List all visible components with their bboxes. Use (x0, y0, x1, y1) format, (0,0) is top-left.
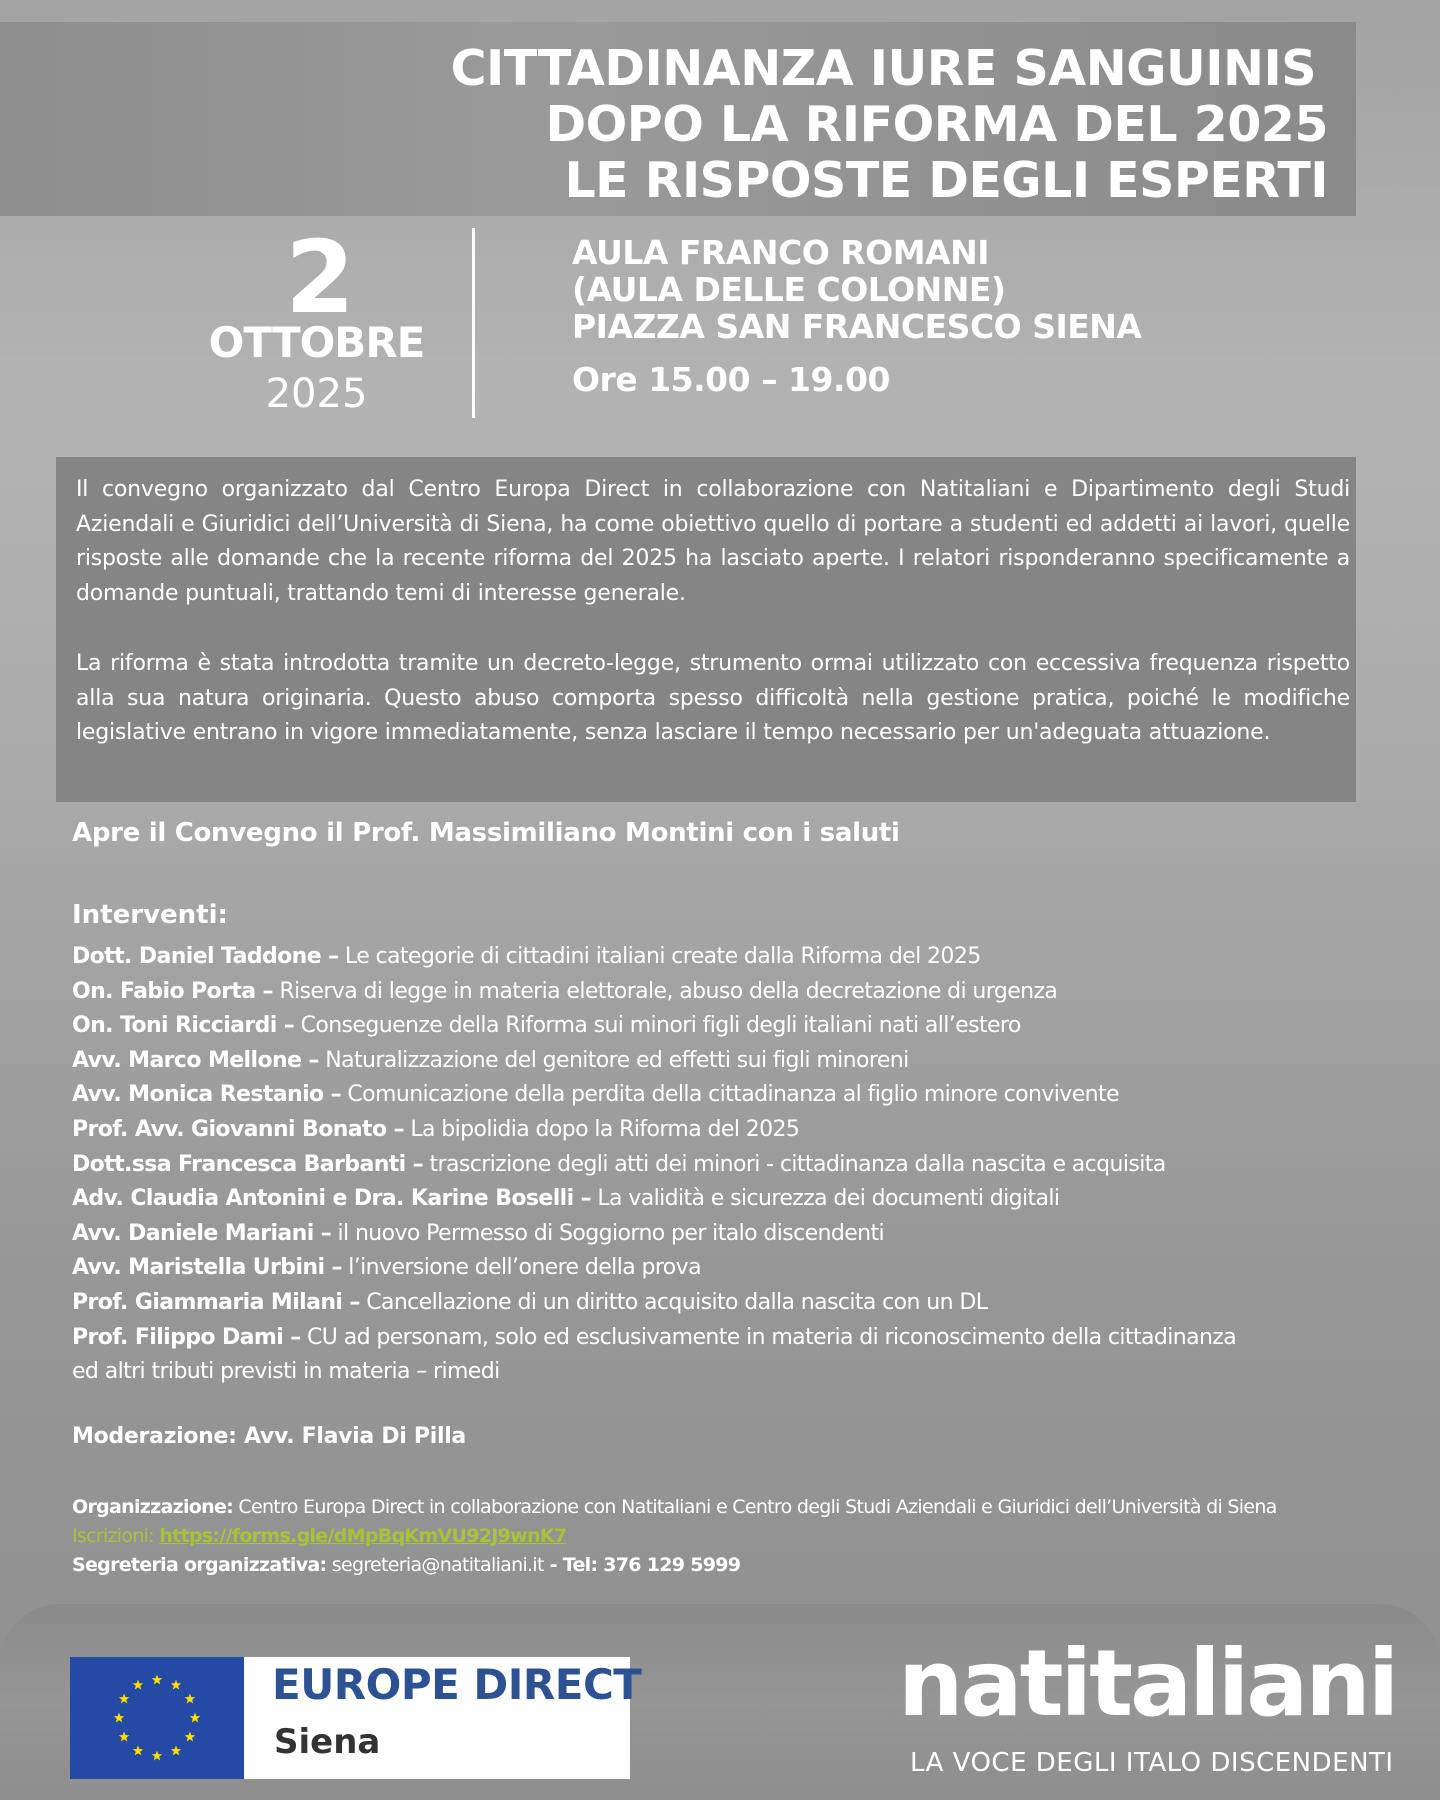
eu-star-icon (152, 1751, 162, 1761)
opening-remarks: Apre il Convegno il Prof. Massimiliano Montini con i saluti (72, 818, 900, 848)
speaker-item (72, 940, 1372, 975)
event-month: OTTOBRE (208, 318, 425, 367)
eu-star-icon (152, 1675, 162, 1685)
speakers-heading: Interventi: (72, 900, 228, 930)
speaker-topic: l’inversione dell’onere della prova (341, 1255, 701, 1281)
title-line-3: LE RISPOSTE DEGLI ESPERTI (564, 152, 1328, 209)
secretariat-email[interactable]: segreteria@natitaliani.it (326, 1554, 544, 1576)
description-paragraph-1: Il convegno organizzato dal Centro Europa Direct in collaborazione con Natitaliani e Dipartimento degli Studi Aziendali e Giuridici dell’Università di Siena, ha come obiettivo quello di portare a studenti ed addetti ai lavori, quelle risposte alle domande che la recente riforma del 2025 ha lasciato aperte. I relatori risponderanno specificamente a domande puntuali, trattando temi di interesse generale. (76, 477, 1350, 606)
speaker-item (72, 1251, 1372, 1286)
secretariat-label: Segreteria organizzativa: (72, 1554, 327, 1576)
eu-star-icon (171, 1745, 181, 1755)
speaker-item (72, 1321, 1372, 1356)
venue-line: (AULA DELLE COLONNE) (572, 270, 1006, 309)
speaker-topic: Cancellazione di un diritto acquisito dalla nascita con un DL (359, 1289, 988, 1315)
speakers-list (72, 940, 1372, 1390)
eu-stars-flag-icon (70, 1657, 244, 1779)
footer-info (72, 1493, 1392, 1580)
speaker-name: Adv. Claudia Antonini e Dra. Karine Boselli – (72, 1186, 591, 1212)
description-paragraph-2: La riforma è stata introdotta tramite un decreto-legge, strumento ormai utilizzato con eccessiva frequenza rispetto alla sua natura originaria. Questo abuso comporta spesso difficoltà nella gestione pratica, poiché le modifiche legislative entrano in vigore immediatamente, senza lasciare il tempo necessario per un'adeguata attuazione. (76, 651, 1350, 745)
separator: - (543, 1554, 563, 1576)
speaker-name: Dott.ssa Francesca Barbanti – (72, 1151, 424, 1177)
natitaliani-logo: natitaliani (898, 1630, 1397, 1737)
speaker-topic: Naturalizzazione del genitore ed effetti sui figli minoreni (318, 1047, 909, 1073)
speaker-name: Avv. Marco Mellone – (72, 1047, 319, 1073)
speaker-name: On. Fabio Porta – (72, 978, 273, 1004)
speaker-topic: trascrizione degli atti dei minori - cittadinanza dalla nascita e acquisita (423, 1151, 1166, 1177)
speaker-item (72, 1286, 1372, 1321)
organization-label: Organizzazione: (72, 1496, 234, 1518)
eu-stars-svg (70, 1657, 244, 1779)
speaker-topic: Le categorie di cittadini italiani create dalla Riforma del 2025 (338, 944, 981, 969)
registration-link[interactable]: https://forms.gle/dMpBqKmVU92J9wnK7 (159, 1525, 567, 1547)
date-venue-divider (472, 228, 475, 418)
registration-label: Iscrizioni: (72, 1525, 160, 1547)
speaker-item (72, 1217, 1372, 1252)
speaker-item (72, 1182, 1372, 1217)
speaker-item (72, 1044, 1372, 1079)
speaker-name: Prof. Giammaria Milani – (72, 1289, 360, 1315)
speaker-name: On. Toni Ricciardi – (72, 1013, 295, 1039)
eu-star-icon (185, 1732, 195, 1742)
europe-direct-subtitle: Siena (274, 1722, 381, 1762)
venue-address (572, 234, 1141, 345)
eu-star-icon (133, 1745, 143, 1755)
speaker-item-continuation (72, 1355, 1372, 1390)
speaker-topic: La bipolidia dopo la Riforma del 2025 (403, 1116, 800, 1142)
speaker-item (72, 1148, 1372, 1183)
eu-star-icon (114, 1713, 124, 1723)
eu-star-icon (185, 1694, 195, 1704)
speaker-topic: Riserva di legge in materia elettorale, abuso della decretazione di urgenza (272, 978, 1058, 1004)
eu-star-icon (119, 1694, 129, 1704)
venue-line: PIAZZA SAN FRANCESCO SIENA (572, 307, 1142, 346)
speaker-topic: La validità e sicurezza dei documenti digitali (590, 1186, 1060, 1212)
eu-star-icon (133, 1680, 143, 1690)
title-line-2: DOPO LA RIFORMA DEL 2025 (545, 96, 1328, 153)
moderation: Moderazione: Avv. Flavia Di Pilla (72, 1424, 466, 1449)
secretariat-line (72, 1551, 1392, 1580)
title-line-1: CITTADINANZA IURE SANGUINIS (450, 40, 1316, 97)
event-year: 2025 (265, 371, 368, 417)
eu-star-icon (119, 1732, 129, 1742)
venue-line: AULA FRANCO ROMANI (572, 233, 989, 272)
telephone: Tel: 376 129 5999 (562, 1554, 741, 1576)
speaker-item (72, 1009, 1372, 1044)
speaker-name: Prof. Filippo Dami – (72, 1324, 301, 1350)
speaker-topic: Conseguenze della Riforma sui minori figli degli italiani nati all’estero (294, 1013, 1021, 1039)
speaker-topic: Comunicazione della perdita della cittadinanza al figlio minore convivente (341, 1082, 1119, 1108)
speaker-name: Avv. Monica Restanio – (72, 1082, 341, 1108)
event-day: 2 (285, 219, 355, 336)
speaker-topic: ed altri tributi previsti in materia – rimedi (72, 1359, 500, 1385)
natitaliani-tagline: LA VOCE DEGLI ITALO DISCENDENTI (910, 1748, 1394, 1778)
organization-line (72, 1493, 1392, 1522)
speaker-name: Avv. Maristella Urbini – (72, 1255, 342, 1281)
speaker-item (72, 1113, 1372, 1148)
speaker-topic: CU ad personam, solo ed esclusivamente in materia di riconoscimento della cittadinanza (300, 1324, 1237, 1350)
speaker-topic: il nuovo Permesso di Soggiorno per italo discendenti (331, 1220, 885, 1246)
speaker-name: Avv. Daniele Mariani – (72, 1220, 332, 1246)
speaker-item (72, 1078, 1372, 1113)
registration-line (72, 1522, 1392, 1551)
speaker-name: Dott. Daniel Taddone – (72, 944, 339, 969)
eu-star-icon (171, 1680, 181, 1690)
eu-star-icon (190, 1713, 200, 1723)
event-hours: Ore 15.00 – 19.00 (572, 360, 890, 399)
speaker-item (72, 975, 1372, 1010)
speaker-name: Prof. Avv. Giovanni Bonato – (72, 1116, 404, 1142)
organization-text: Centro Europa Direct in collaborazione con Natitaliani e Centro degli Studi Aziendali e Giuridici dell’Università di Siena (233, 1496, 1277, 1518)
europe-direct-title: EUROPE DIRECT (272, 1660, 642, 1709)
